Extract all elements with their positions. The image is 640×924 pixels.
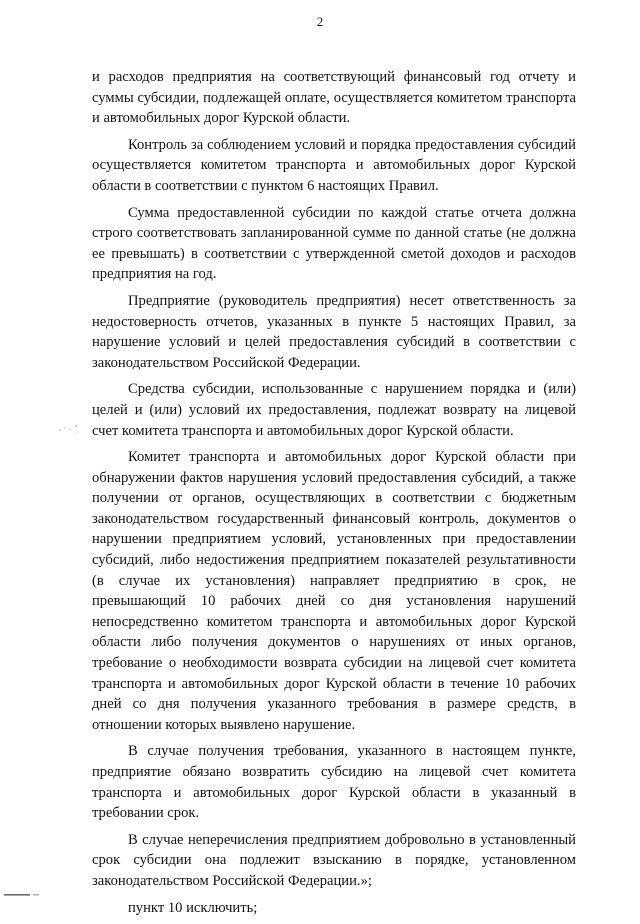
paragraph-2: Контроль за соблюдением условий и порядка предоставления субсидий осуществляется комитетом транспорта и автомобильных дорог Курской области в соответствии с пунктом 6 настоящих Правил.: [92, 136, 576, 194]
paragraph-6: Комитет транспорта и автомобильных дорог Курской области при обнаружении фактов нарушения условий предоставления субсидий, а также получении от органов, осуществляющих в соответствии с бюджетным законодательством государственный финансовый контроль, документов о нарушении предприятием условий, установленных при предоставлении субсидий, либо недостижения предприятием показателей результативности (в случае их установления) направляет предприятию в срок, не превышающий 10 рабочих дней со дня установления нарушений непосредственно комитетом транспорта и автомобильных дорог Курской области либо получения документов о нарушениях от иных органов, требование о необходимости возврата субсидии на лицевой счет комитета транспорта и автомобильных дорог Курской области в течение 10 рабочих дней со дня получения указанного требования в размере средств, в отношении которых выявлено нарушение.: [92, 449, 576, 733]
paragraph-4: Предприятие (руководитель предприятия) несет ответственность за недостоверность отчетов, указанных в пункте 5 настоящих Правил, за нарушение условий и целей предоставления субсидий в соответствии с законодательством Российской Федерации.: [92, 292, 576, 371]
page-number: 2: [316, 14, 324, 29]
footer-scan-mark: [0, 893, 46, 897]
paragraph-3: Сумма предоставленной субсидии по каждой статье отчета должна строго соответствовать запланированной сумме по данной статье (не должна ее превышать) в соответствии с утвержденной сметой доходов и расходов предприятия на год.: [92, 204, 576, 283]
margin-scan-specks: [58, 424, 80, 434]
paragraph-5: Средства субсидии, использованные с нарушением порядка и (или) целей и (или) условий их предоставления, подлежат возврату на лицевой счет комитета транспорта и автомобильных дорог Курской области.: [92, 381, 576, 439]
document-body: [92, 67, 576, 924]
paragraph-1: и расходов предприятия на соответствующий финансовый год отчету и суммы субсидии, подлежащей оплате, осуществляется комитетом транспорта и автомобильных дорог Курской области.: [92, 69, 576, 127]
paragraph-7: В случае получения требования, указанного в настоящем пункте, предприятие обязано возвратить субсидию на лицевой счет комитета транспорта и автомобильных дорог Курской области в указанный в требовании срок.: [92, 743, 576, 822]
paragraph-9: пункт 10 исключить;: [128, 899, 258, 916]
paragraph-8: В случае неперечисления предприятием добровольно в установленный срок субсидии она подлежит взысканию в порядке, установленном законодательством Российской Федерации.»;: [92, 831, 576, 889]
